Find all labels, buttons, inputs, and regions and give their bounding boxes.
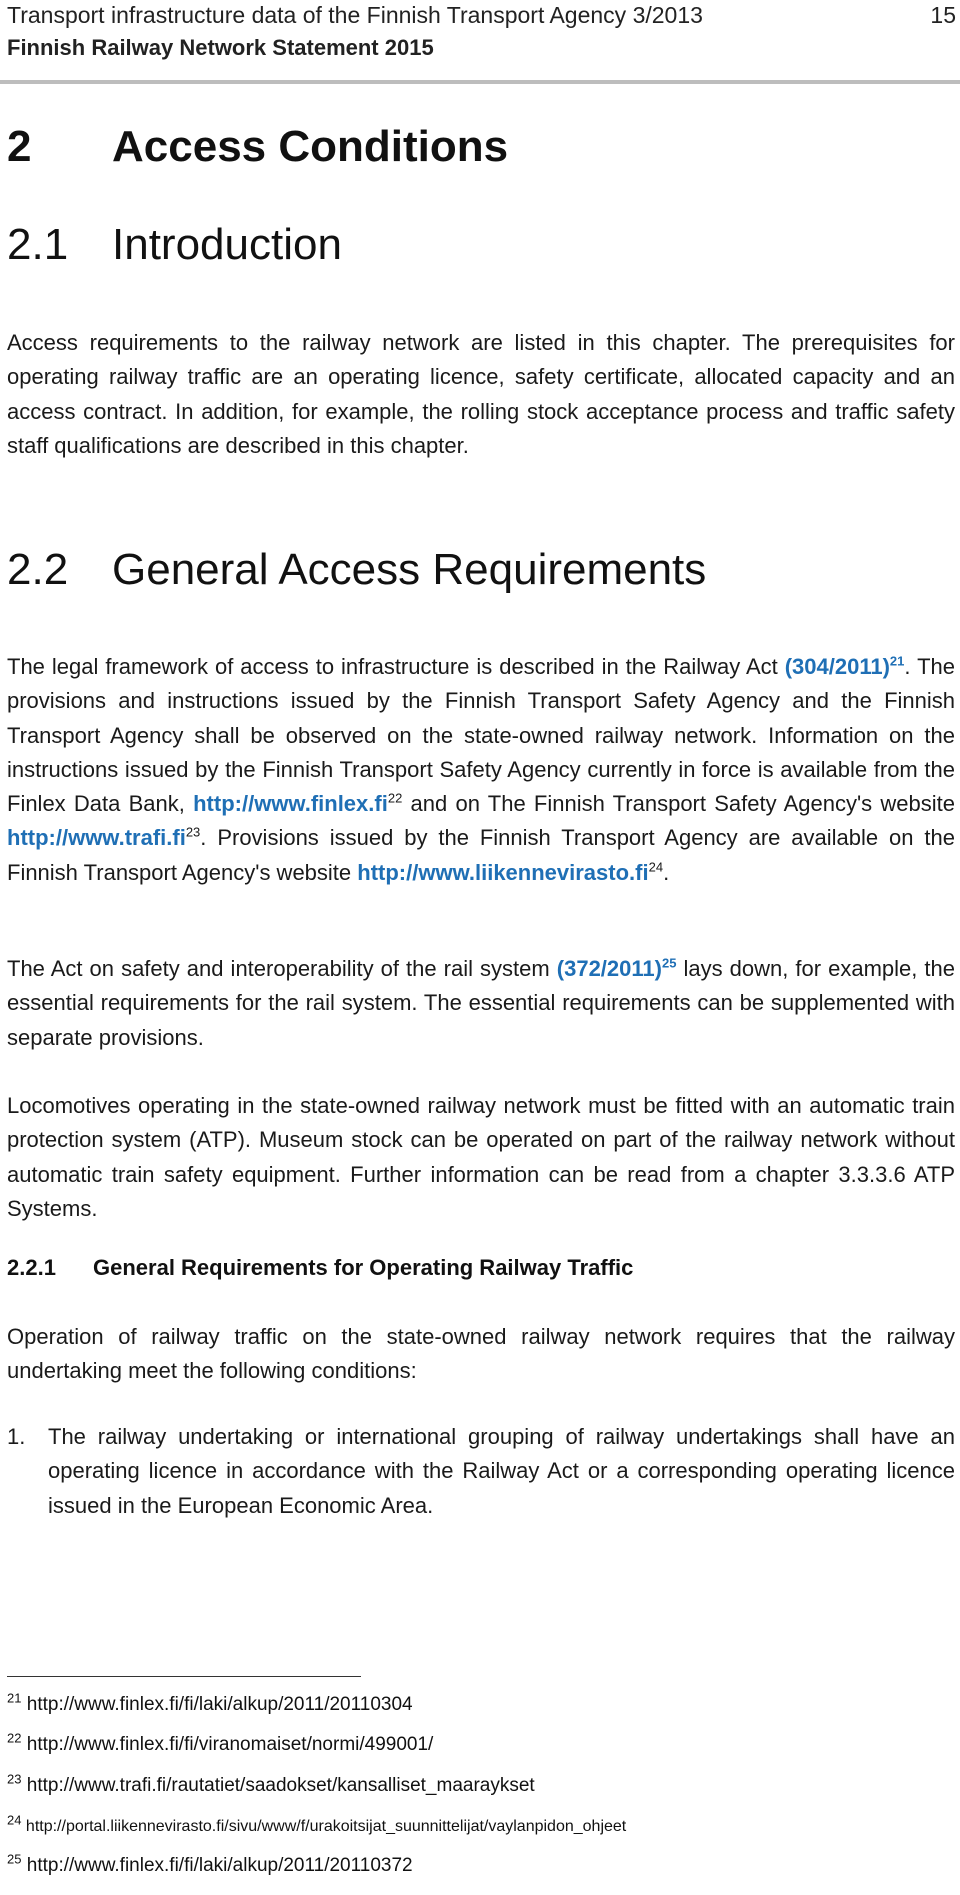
finlex-link[interactable]: http://www.finlex.fi bbox=[193, 791, 388, 817]
footnote-number: 21 bbox=[7, 1690, 22, 1706]
text-segment: . The provisions and instructions issued by the Finnish Transport Safety Agency and the Finnish Transport Agency shall be observed on the state-owned railway network. Information on the instructions issued by the Finnish Transport Safety Agency currently in force is available from the Finlex Data Bank, bbox=[7, 654, 955, 817]
chapter-heading bbox=[7, 122, 508, 172]
footnote-ref-21[interactable]: 21 bbox=[889, 653, 905, 669]
atp-paragraph: Locomotives operating in the state-owned railway network must be fitted with an automatic train protection system (ATP). Museum stock can be operated on part of the railway network without automatic train safety equipment. Further information can be read from a chapter 3.3.3.6 ATP Systems. bbox=[7, 1093, 955, 1221]
footnote-21 bbox=[7, 1690, 413, 1716]
footnote-number: 23 bbox=[7, 1771, 22, 1787]
section-number: 2.2 bbox=[7, 545, 69, 594]
document-title: Finnish Railway Network Statement 2015 bbox=[7, 35, 434, 60]
chapter-number: 2 bbox=[7, 122, 32, 171]
text-segment: The legal framework of access to infrastructure is described in the Railway Act bbox=[7, 654, 785, 679]
header-divider bbox=[0, 80, 960, 84]
railway-act-link[interactable]: (304/2011) bbox=[784, 654, 890, 679]
footnote-url[interactable]: http://www.finlex.fi/fi/viranomaiset/normi/499001/ bbox=[26, 1734, 434, 1755]
text-segment: . bbox=[663, 859, 670, 885]
text-segment: The Act on safety and interoperability of the rail system bbox=[7, 956, 557, 981]
footnote-url[interactable]: http://www.finlex.fi/fi/laki/alkup/2011/20110372 bbox=[26, 1855, 413, 1876]
legal-framework-paragraph bbox=[7, 650, 955, 890]
safety-act-paragraph bbox=[7, 952, 955, 1055]
chapter-title: Access Conditions bbox=[112, 122, 509, 171]
liikennevirasto-link[interactable]: http://www.liikennevirasto.fi bbox=[357, 859, 649, 885]
footnote-24 bbox=[7, 1812, 627, 1836]
footnote-22 bbox=[7, 1730, 434, 1756]
subsection-number: 2.2.1 bbox=[7, 1255, 56, 1280]
page-number: 15 bbox=[930, 2, 956, 28]
list-item bbox=[7, 1420, 955, 1523]
section-heading-2-1 bbox=[7, 220, 342, 270]
footnote-ref-22[interactable]: 22 bbox=[387, 790, 403, 806]
page-header bbox=[0, 0, 960, 84]
subsection-title: General Requirements for Operating Railway Traffic bbox=[93, 1255, 634, 1280]
text-segment: and on The Finnish Transport Safety Agency's website bbox=[402, 791, 955, 817]
footnote-divider bbox=[7, 1676, 361, 1677]
section-heading-2-2 bbox=[7, 545, 706, 595]
publication-title: Transport infrastructure data of the Finnish Transport Agency 3/2013 bbox=[7, 2, 703, 28]
list-item-text: The railway undertaking or international grouping of railway undertakings shall have an operating licence in accordance with the Railway Act or a corresponding operating licence issued in the European Economic Area. bbox=[48, 1424, 955, 1518]
footnote-25 bbox=[7, 1851, 413, 1877]
footnote-ref-25[interactable]: 25 bbox=[661, 955, 677, 971]
intro-paragraph: Access requirements to the railway network are listed in this chapter. The prerequisites for operating railway traffic are an operating licence, safety certificate, allocated capacity and an access contract. In addition, for example, the rolling stock acceptance process and traffic safety staff qualifications are described in this chapter. bbox=[7, 330, 955, 458]
footnote-url[interactable]: http://portal.liikennevirasto.fi/sivu/www/f/urakoitsijat_suunnittelijat/vaylanpidon_ohjeet bbox=[25, 1818, 627, 1835]
trafi-link[interactable]: http://www.trafi.fi bbox=[7, 825, 186, 851]
section-title: Introduction bbox=[112, 220, 342, 269]
list-item-number: 1. bbox=[7, 1424, 26, 1449]
footnote-url[interactable]: http://www.finlex.fi/fi/laki/alkup/2011/20110304 bbox=[26, 1694, 413, 1715]
safety-act-link[interactable]: (372/2011) bbox=[556, 956, 662, 981]
subsection-heading-2-2-1 bbox=[7, 1255, 633, 1281]
footnote-url[interactable]: http://www.trafi.fi/rautatiet/saadokset/kansalliset_maaraykset bbox=[26, 1775, 535, 1796]
footnote-ref-24[interactable]: 24 bbox=[648, 859, 664, 875]
footnote-23 bbox=[7, 1771, 535, 1797]
requirements-intro-paragraph: Operation of railway traffic on the state-owned railway network requires that the railway undertaking meet the following conditions: bbox=[7, 1324, 955, 1384]
section-title: General Access Requirements bbox=[112, 545, 707, 594]
footnote-number: 25 bbox=[7, 1851, 22, 1867]
footnote-number: 22 bbox=[7, 1730, 22, 1746]
footnote-ref-23[interactable]: 23 bbox=[185, 825, 201, 841]
footnote-number: 24 bbox=[7, 1812, 22, 1828]
text-segment: lays down, for example, the essential requirements for the rail system. The essential requirements can be supplemented with separate provisions. bbox=[7, 956, 955, 1050]
section-number: 2.1 bbox=[7, 220, 69, 269]
text-segment: . Provisions issued by the Finnish Transport Agency are available on the Finnish Transport Agency's website bbox=[7, 825, 955, 885]
